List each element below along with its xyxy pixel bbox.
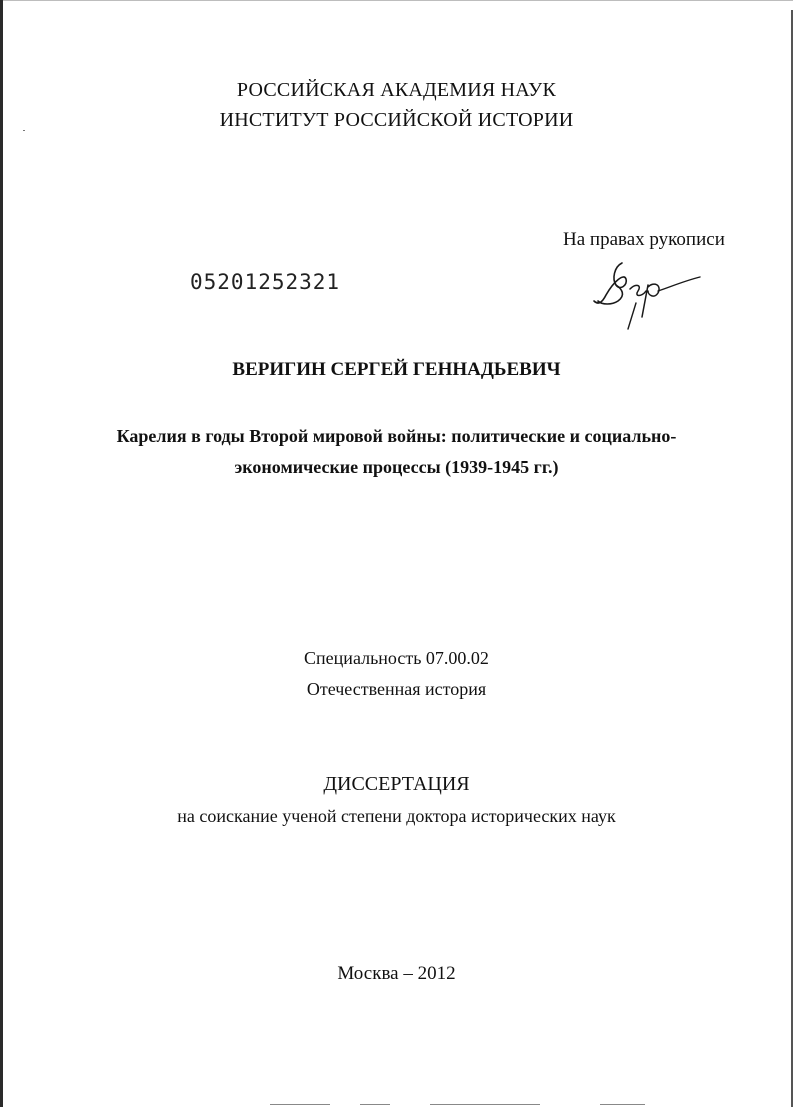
dissertation-title-line-2: экономические процессы (1939-1945 гг.)	[234, 457, 559, 477]
dissertation-heading: ДИССЕРТАЦИЯ	[323, 773, 470, 795]
organization-line-2: ИНСТИТУТ РОССИЙСКОЙ ИСТОРИИ	[219, 109, 574, 131]
scan-bottom-mark	[600, 1104, 645, 1105]
manuscript-note: На правах рукописи	[563, 229, 725, 250]
scan-bottom-mark	[270, 1104, 330, 1105]
organization-line-1: РОССИЙСКАЯ АКАДЕМИЯ НАУК	[236, 79, 557, 101]
dissertation-title-line-1: Карелия в годы Второй мировой войны: политические и социально-	[116, 426, 677, 446]
specialty-name: Отечественная история	[306, 679, 487, 699]
place-year: Москва – 2012	[337, 963, 456, 984]
scan-edge-top	[0, 0, 793, 1]
signature-icon	[592, 255, 712, 335]
specialty-code: Специальность 07.00.02	[304, 648, 489, 668]
registry-code: 05201252321	[190, 270, 341, 294]
degree-subtitle: на соискание ученой степени доктора исторических наук	[177, 806, 616, 826]
author-name: ВЕРИГИН СЕРГЕЙ ГЕННАДЬЕВИЧ	[232, 359, 561, 380]
scan-edge-left	[0, 0, 3, 1107]
scan-bottom-mark	[360, 1104, 390, 1105]
scan-bottom-mark	[430, 1104, 540, 1105]
